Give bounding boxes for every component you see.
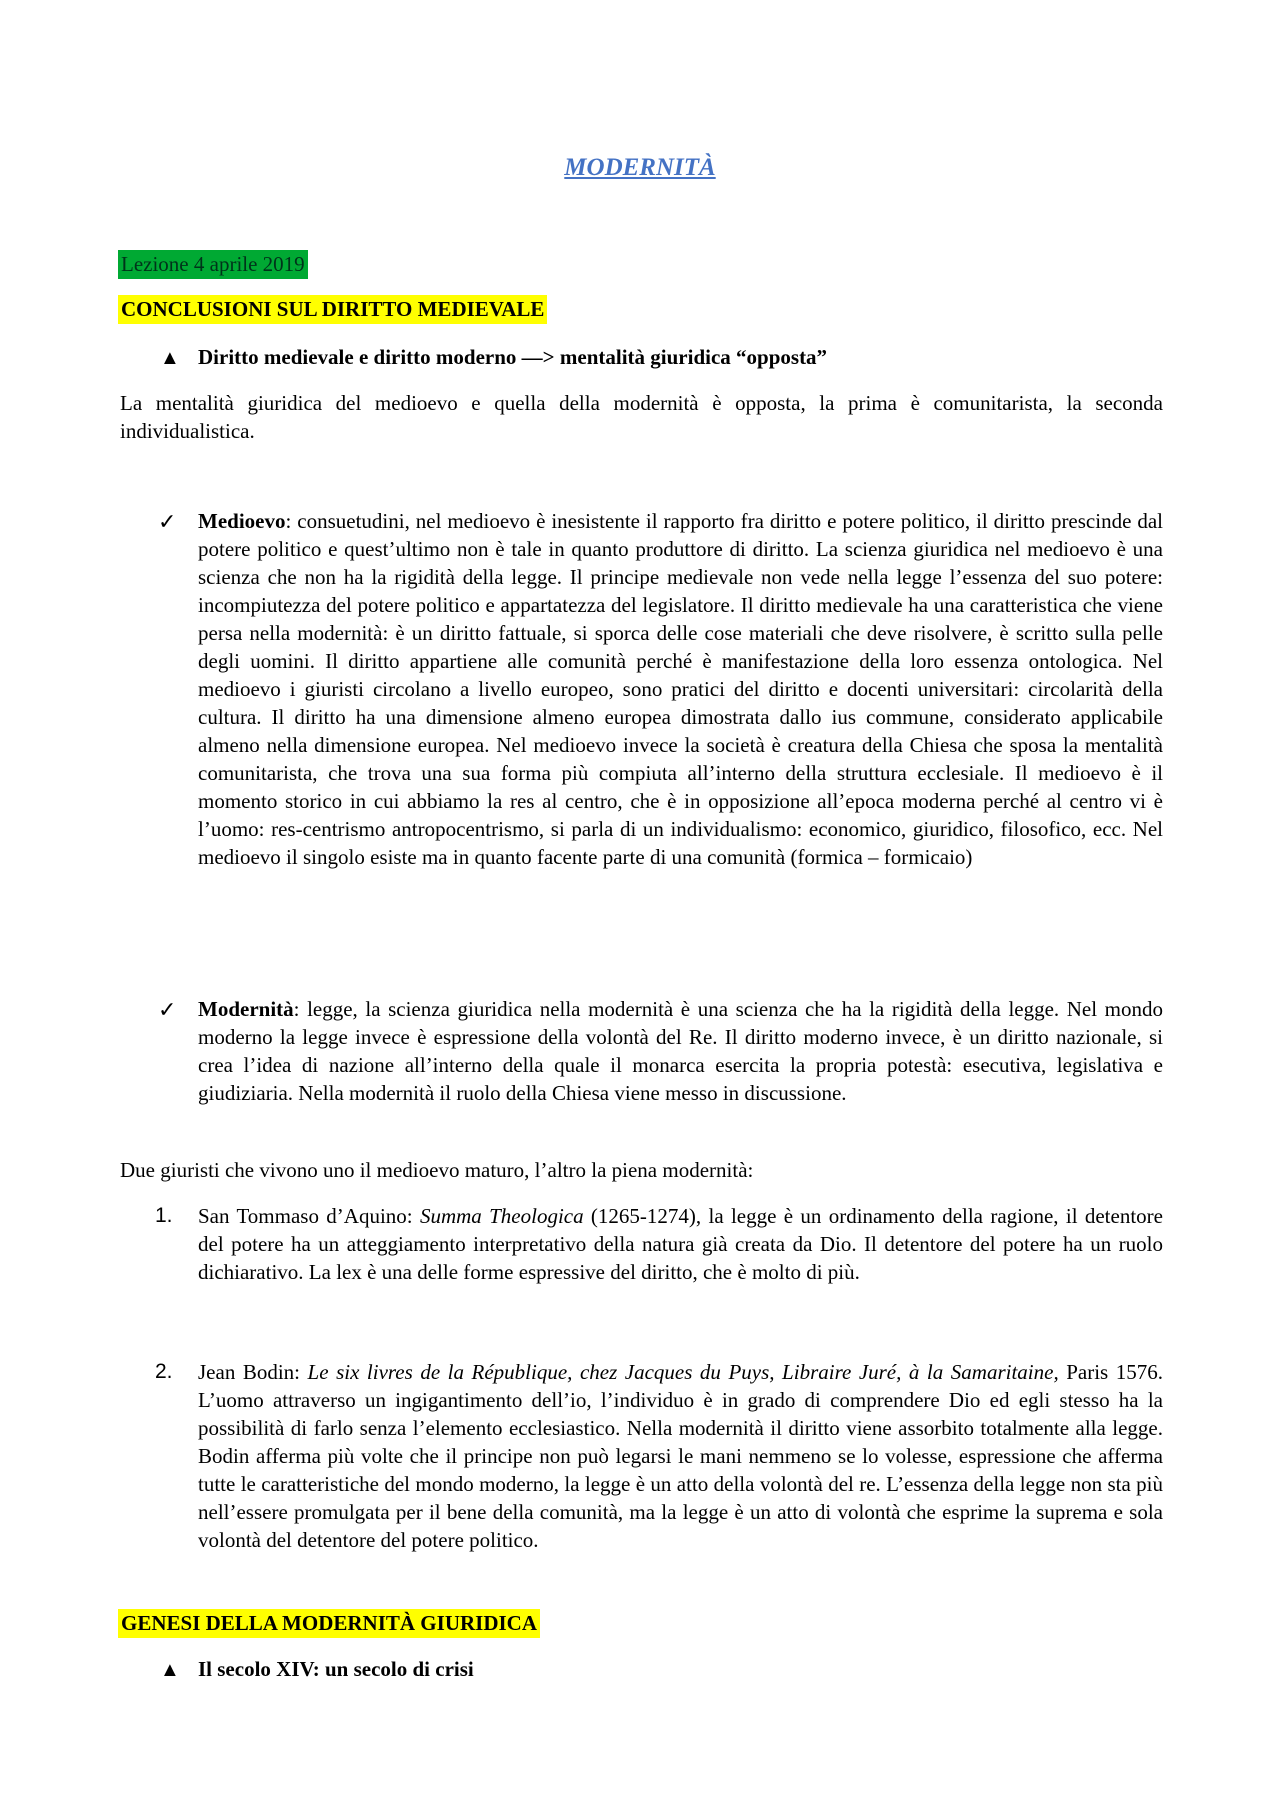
checkmark-icon: ✓ (158, 997, 177, 1022)
list-item-prefix: Jean Bodin: (198, 1360, 308, 1384)
section-heading-genesis: GENESI DELLA MODERNITÀ GIURIDICA (118, 1609, 540, 1638)
bullet-heading-text: Il secolo XIV: un secolo di crisi (198, 1657, 474, 1681)
list-item-aquinas (198, 1202, 1163, 1286)
list-item-prefix: San Tommaso d’Aquino: (198, 1204, 420, 1228)
bullet-heading-opposite-mentality (160, 343, 827, 372)
list-item-title: Le six livres de la République, chez Jacques du Puys, Libraire Juré, à la Samaritaine, (307, 1360, 1059, 1384)
section-heading-medieval: CONCLUSIONI SUL DIRITTO MEDIEVALE (118, 295, 547, 324)
list-number: 1. (155, 1204, 173, 1227)
medioevo-text: : consuetudini, nel medioevo è inesistente il rapporto fra diritto e potere politico, il diritto prescinde dal potere politico e quest’ultimo non è tale in quanto produttore di diritto. La scienza giuridica nel medioevo è una scienza che non ha la rigidità della legge. Il principe medievale non vede nella legge l’essenza del suo potere: incompiutezza del potere politico e appartatezza del legislatore. Il diritto medievale ha una caratteristica che viene persa nella modernità: è un diritto fattuale, si sporca delle cose materiali che deve risolvere, è scritto sulla pelle degli uomini. Il diritto appartiene alle comunità perché è manifestazione della loro essenza ontologica. Nel medioevo i giuristi circolano a livello europeo, sono pratici del diritto e docenti universitari: circolarità della cultura. Il diritto ha una dimensione almeno europea dimostrata dallo ius commune, considerato applicabile almeno nella dimensione europea. Nel medioevo invece la società è creatura della Chiesa che sposa la mentalità comunitarista, che trova una sua forma più compiuta all’interno della struttura ecclesiale. Il medioevo è il momento storico in cui abbiamo la res al centro, che è in opposizione all’epoca moderna perché al centro vi è l’uomo: res-centrismo antropocentrismo, si parla di un individualismo: economico, giuridico, filosofico, ecc. Nel medioevo il singolo esiste ma in quanto facente parte di una comunità (formica – formicaio) (198, 509, 1163, 869)
modernita-text: : legge, la scienza giuridica nella modernità è una scienza che ha la rigidità della legge. Nel mondo moderno la legge invece è espressione della volontà del Re. Il diritto moderno invece, è un diritto nazionale, si crea l’idea di nazione all’interno della quale il monarca esercita la propria potestà: esecutiva, legislativa e giudiziaria. Nella modernità il ruolo della Chiesa viene messo in discussione. (198, 997, 1163, 1105)
list-item-bodin (198, 1358, 1163, 1554)
checkmark-icon: ✓ (158, 509, 177, 534)
bullet-heading-text: Diritto medievale e diritto moderno —> mentalità giuridica “opposta” (198, 345, 828, 369)
list-item-title: Summa Theologica (419, 1204, 584, 1228)
bullet-heading-crisis (160, 1655, 474, 1684)
list-item-text: Paris 1576. L’uomo attraverso un ingigantimento dell’io, l’individuo è in grado di comprendere Dio ed egli stesso ha la possibilità di farlo senza l’elemento ecclesiastico. Nella modernità il diritto viene assorbito totalmente alla legge. Bodin afferma più volte che il principe non può legarsi le mani nemmeno se lo volesse, espressione che afferma tutte le caratteristiche del mondo moderno, la legge è un atto della volontà del re. L’essenza della legge non sta più nell’essere promulgata per il bene della comunità, ma la legge è un atto di volontà che esprime la suprema e sola volontà del detentore del potere politico. (198, 1360, 1164, 1552)
modernita-item (198, 995, 1163, 1107)
medioevo-term: Medioevo (198, 509, 286, 533)
intro-paragraph: La mentalità giuridica del medioevo e quella della modernità è opposta, la prima è comunitarista, la seconda individualistica. (120, 391, 1163, 443)
triangle-bullet-icon: ▲ (160, 1659, 180, 1681)
list-item-text: (1265-1274), la legge è un ordinamento della ragione, il detentore del potere ha un atteggiamento interpretativo della natura già creata da Dio. Il detentore del potere ha un ruolo dichiarativo. La lex è una delle forme espressive del diritto, che è molto di più. (198, 1204, 1163, 1284)
list-number: 2. (155, 1360, 173, 1383)
triangle-bullet-icon: ▲ (160, 347, 180, 369)
lesson-date: Lezione 4 aprile 2019 (118, 250, 308, 279)
document-title: MODERNITÀ (564, 154, 716, 181)
two-jurists-intro: Due giuristi che vivono uno il medioevo maturo, l’altro la piena modernità: (120, 1158, 754, 1182)
modernita-term: Modernità (198, 997, 294, 1021)
medioevo-item (198, 507, 1163, 871)
